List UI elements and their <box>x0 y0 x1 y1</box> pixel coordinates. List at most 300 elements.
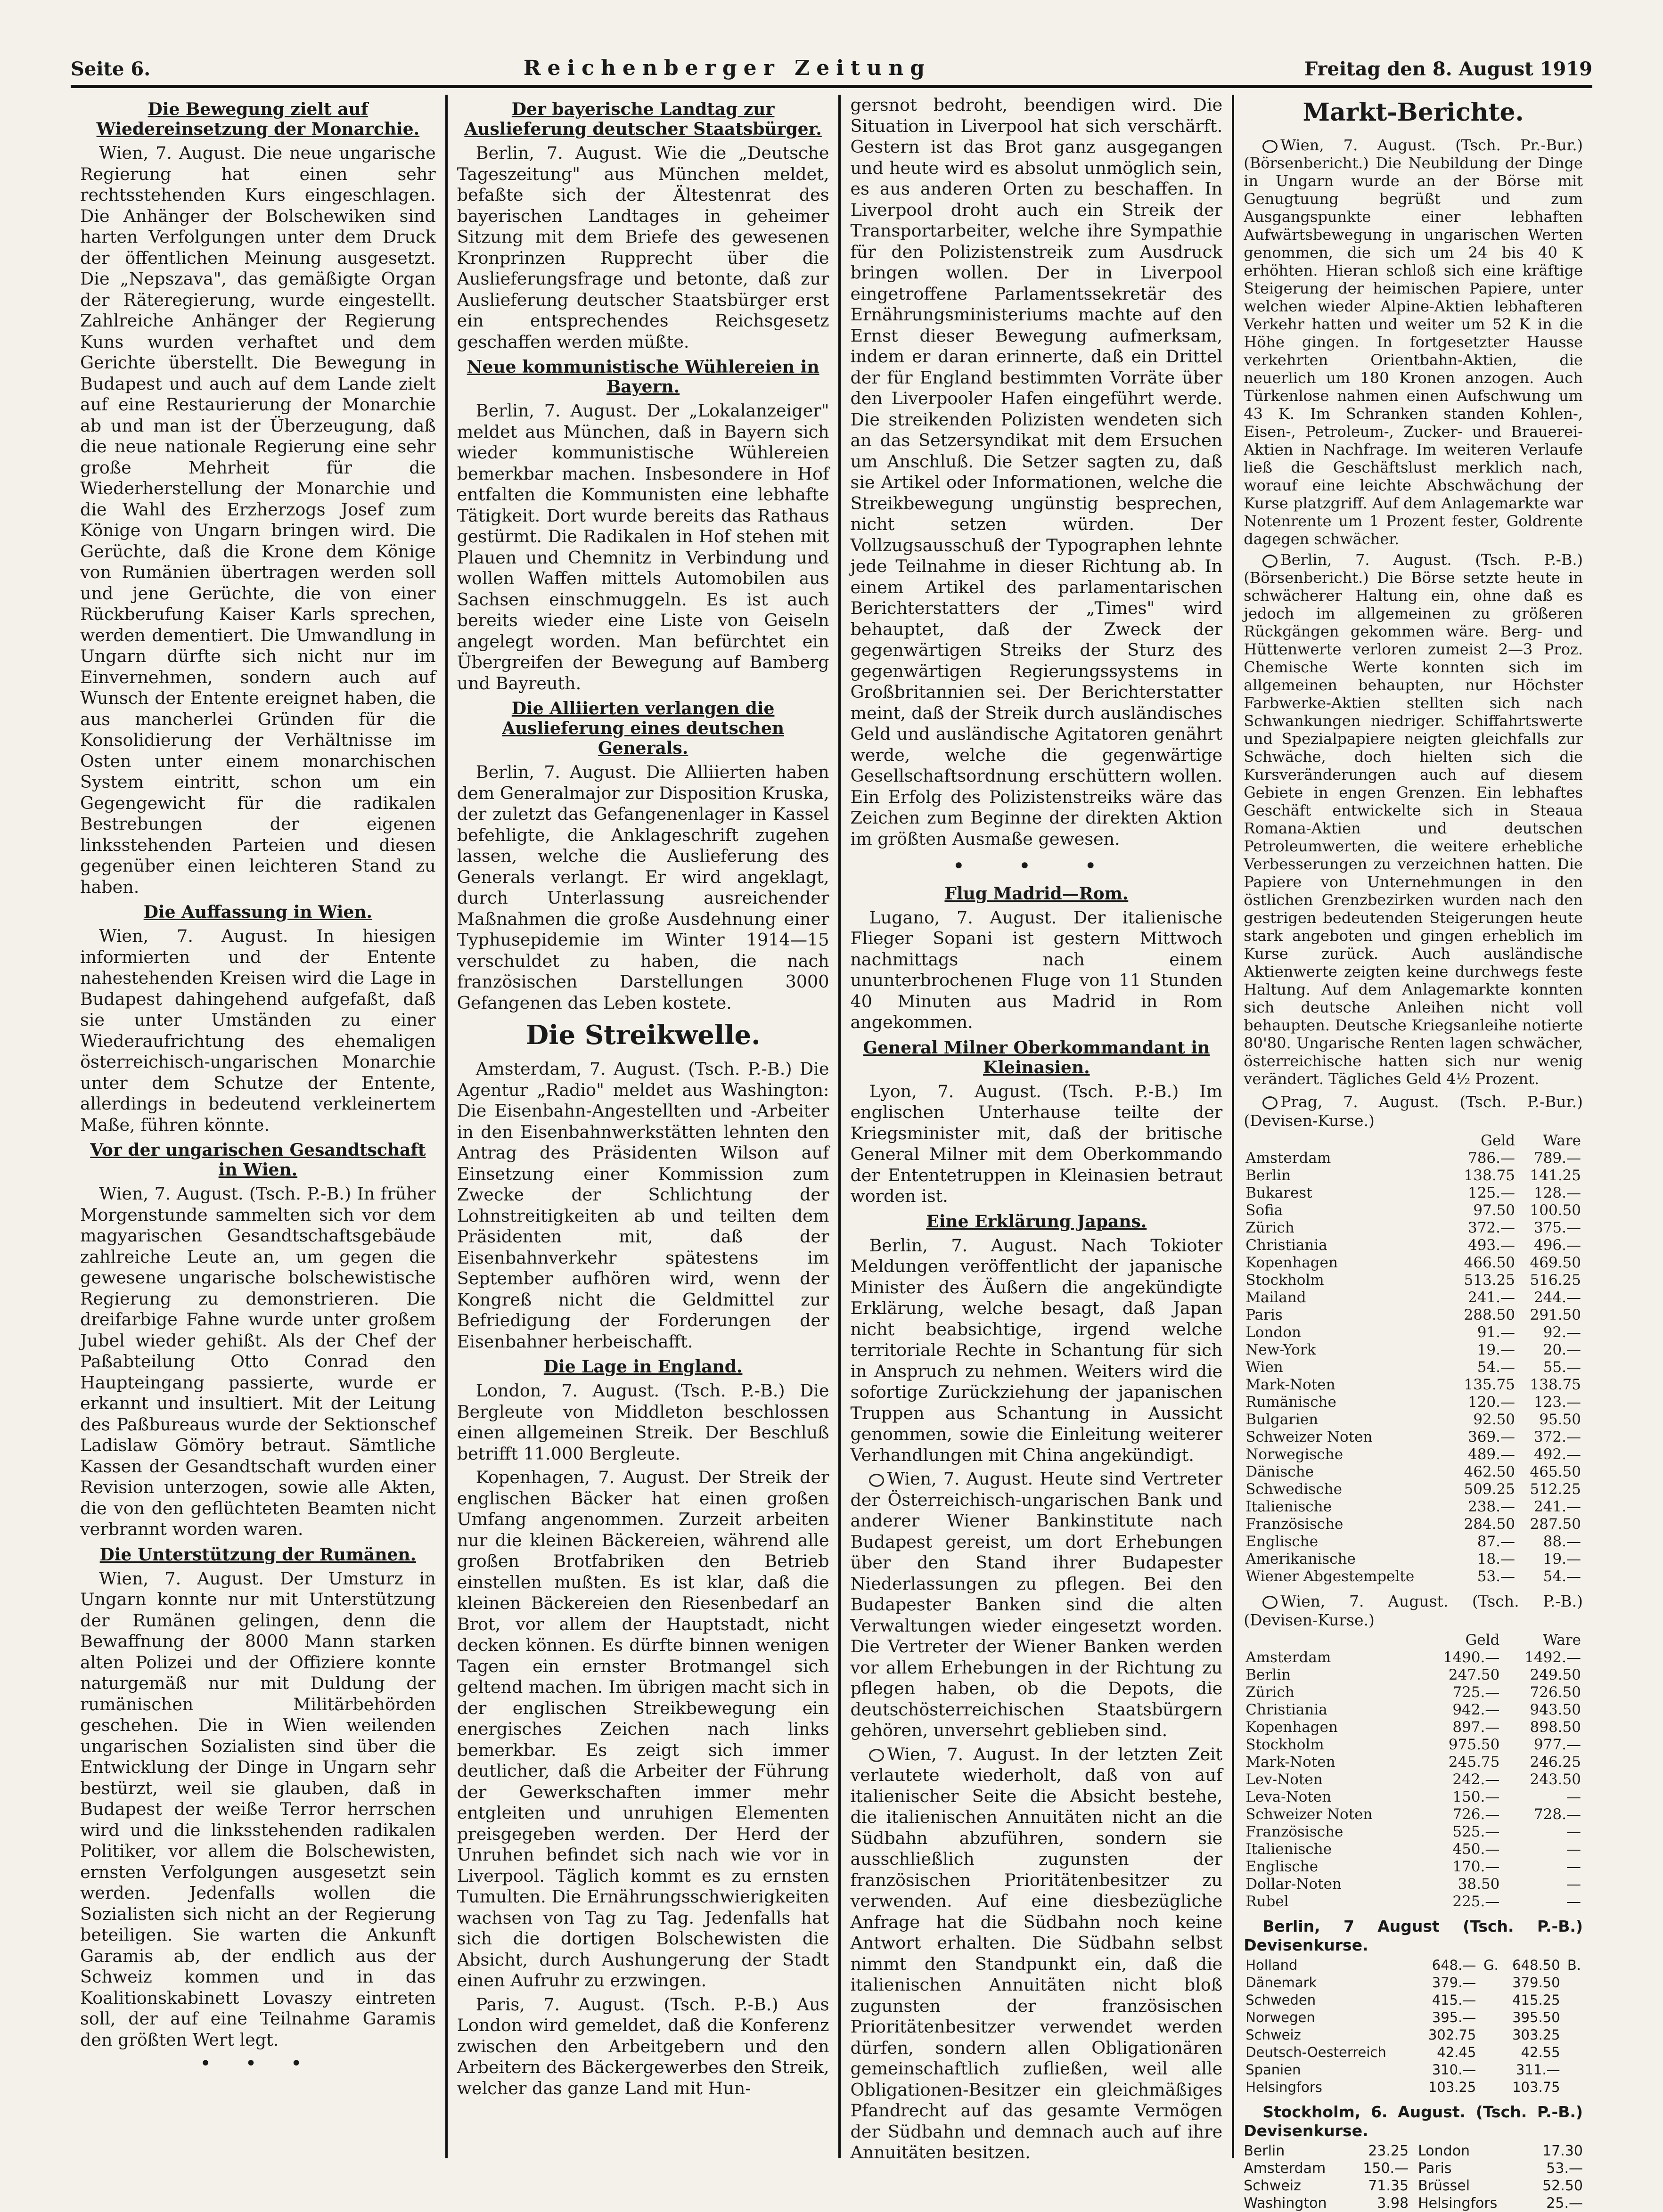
rate-value: 369.— <box>1467 1428 1515 1445</box>
rate-value: 942.— <box>1452 1701 1500 1718</box>
rates-col-ware: Ware <box>1543 1132 1581 1149</box>
rate-value: 55.— <box>1543 1359 1581 1376</box>
rate-value: 415.25 <box>1512 1992 1560 2008</box>
rate-currency: Brüssel <box>1418 2178 1470 2194</box>
rate-value: 648.50 <box>1512 1957 1560 1973</box>
rate-row <box>1244 2142 1409 2160</box>
rate-value: 303.25 <box>1512 2027 1560 2043</box>
rate-currency: Lev-Noten <box>1245 1771 1323 1788</box>
article-text: Berlin, 7. August. Der „Lokalanzeiger" meldet aus München, daß in Bayern sich wieder kommunistische Wühlereien bemerkbar machen. Insbesondere in Hof entfalten die Kommunisten eine lebhafte Tätigkeit. Dort wurde bereits das Rathaus gestürmt. Die Radikalen in Hof stehen mit Plauen und Chemnitz in Verbindung und wollen Waffen mittels Automobilen aus Sachsen einschmuggeln. Es ist auch bereits wieder eine Liste von Geiseln angelegt worden. Man befürchtet ein Übergreifen der Bewegung auf Bamberg und Bayreuth. <box>457 400 829 694</box>
rate-row <box>1244 1219 1583 1237</box>
article-text: gersnot bedroht, beendigen wird. Die Situation in Liverpool hat sich verschärft. Gestern ist das Brot ganz ausgegangen und heute wird es absolut unmöglich sein, es aus anderen Orten zu beschaffen. In Liverpool droht auch ein Streik der Transportarbeiter, welche ihre Sympathie für den Polizistenstreik zum Ausdruck bringen wollen. Der in Liverpool eingetroffene Parlamentssekretär des Ernährungsministeriums machte auf den Ernst dieser Bewegung aufmerksam, indem er daran erinnerte, daß ein Drittel der für England bestimmten Vorräte über den Liverpooler Hafen eingeführt werde. Die streikenden Polizisten wendeten sich an das Setzersyndikat mit dem Ersuchen um Anschluß. Die Setzer sagten zu, daß sie Artikel oder Informationen, welche die Streikbewegung ungünstig besprechen, nicht setzen würden. Der Vollzugsausschuß der Typographen lehnte jede Teilnahme in dieser Richtung ab. In einem Artikel des parlamentarischen Berichterstatters der „Times" wird behauptet, daß der Zweck der gegenwärtigen Streiks der Sturz des gegenwärtigen Regierungssystems in Großbritannien sei. Der Berichterstatter meint, daß der Streik durch ausländisches Geld und ausländische Agitatoren genährt werde, welche die gegenwärtige Gesellschaftsordnung erschüttern wollen. Ein Erfolg des Polizistenstreiks wäre das Zeichen zum Beginne der direkten Aktion im größten Ausmaße gewesen. <box>850 95 1223 849</box>
rate-value: 465.50 <box>1530 1463 1581 1480</box>
rate-currency: Französische <box>1245 1516 1344 1533</box>
rate-value: 243.50 <box>1530 1771 1581 1788</box>
rate-value: — <box>1566 1788 1581 1805</box>
article-text: Wien, 7. August. (Tsch. P.-B.) In früher Morgenstunde sammelten sich vor dem magyarischen Gesandtschaftsgebäude zahlreiche Leute an, um gegen die gewesene ungarische bolschewistische Regierung zu demonstrieren. Die dreifarbige Fahne wurde unter großem Jubel wieder gehißt. Als der Chef der Paßabteilung Otto Conrad den Haupteingang passierte, wurde er erkannt und insultiert. Mit der Leitung des Paßbureaus wurde der Sektionschef Ladislaw Gömöry betraut. Sämtliche Kassen der Gesandtschaft wurden einer Revision unterzogen, sowie alle Akten, die von den geflüchteten Beamten nicht verbrannt worden waren. <box>80 1184 436 1539</box>
rate-row <box>1244 1568 1583 1585</box>
rate-value: 469.50 <box>1530 1254 1581 1271</box>
rate-value: 726.50 <box>1530 1684 1581 1701</box>
article-text: Lugano, 7. August. Der italienische Flieger Sopani ist gestern Mittwoch nachmittags nach einem ununterbrochenen Fluge von 11 Stunden 40 Minuten aus Madrid in Rom angekommen. <box>850 907 1223 1032</box>
rate-value: 493.— <box>1467 1237 1515 1254</box>
rate-currency: Deutsch-Oesterreich <box>1245 2044 1386 2060</box>
rate-currency: Dollar-Noten <box>1245 1876 1342 1893</box>
rate-row <box>1244 1701 1583 1719</box>
rate-currency: Mark-Noten <box>1245 1754 1335 1771</box>
rate-currency: Wiener Abgestempelte <box>1245 1568 1415 1585</box>
article-text: Berlin, 7. August. Die Alliierten haben dem Generalmajor zur Disposition Kruska, der zuletzt das Gefangenenlager in Kassel befehligte, die Anklageschrift zugehen lassen, welche die Auslieferung des Generals verlangt. Er wird angeklagt, durch Unterlassung ausreichender Maßnahmen die große Ausdehnung einer Typhusepidemie im Winter 1914—15 verschuldet zu haben, die nach französischen Darstellungen 3000 Gefangenen das Leben kostete. <box>457 762 829 1013</box>
rate-value: 71.35 <box>1368 2178 1409 2194</box>
rate-row <box>1244 2177 1409 2195</box>
rate-value: G. <box>1483 1957 1499 1973</box>
rate-value: 512.25 <box>1530 1481 1581 1498</box>
rate-currency: Paris <box>1245 1306 1283 1323</box>
rate-value <box>1562 2079 1583 2096</box>
rate-currency: Berlin <box>1245 1666 1291 1683</box>
rate-value: 466.50 <box>1464 1254 1515 1271</box>
article-text: Berlin, 7. August. Wie die „Deutsche Tageszeitung" aus München meldet, befaßte sich der Ältestenrat des bayerischen Landtages in geheimer Sitzung mit dem Briefe des gewesenen Kronprinzen Rupprecht über die Auslieferungsfrage und betonte, daß zur Auslieferung deutscher Staatsbürger erst ein entsprechendes Reichsgesetz geschaffen werden müßte. <box>457 143 829 352</box>
rate-value: — <box>1566 1893 1581 1910</box>
rate-row <box>1244 1498 1583 1516</box>
rates-heading <box>1244 1093 1583 1130</box>
rate-currency: Italienische <box>1245 1841 1332 1858</box>
rate-value: 1492.— <box>1524 1649 1581 1666</box>
rate-row <box>1244 1237 1583 1254</box>
correspondent-mark-icon <box>1262 1596 1278 1609</box>
rate-value <box>1478 2026 1500 2044</box>
section-headline: Die Streikwelle. <box>525 1020 761 1051</box>
rate-value: 648.— <box>1432 1957 1476 1973</box>
rate-row <box>1244 1649 1583 1666</box>
rate-currency: Wien <box>1245 1359 1283 1376</box>
rate-value: 789.— <box>1533 1150 1581 1167</box>
masthead <box>71 42 1592 88</box>
rate-value: 88.— <box>1543 1533 1581 1550</box>
article-text: Wien, 7. August. In hiesigen informierten und der Entente nahestehenden Kreisen wird die Lage in Budapest dahingehend aufgefaßt, daß sie unter Umständen zu einer Wiederaufrichtung des ehemaligen österreichisch-ungarischen Monarchie unter dem Schutze der Entente, allerdings in bedeutend verkleinertem Maße, führen könnte. <box>80 926 436 1135</box>
article-text <box>850 1469 1222 1741</box>
rate-value: 53.— <box>1477 1568 1515 1585</box>
rate-value: 395.50 <box>1512 2009 1560 2025</box>
rate-currency: Helsingfors <box>1245 2079 1322 2095</box>
rate-currency: Englische <box>1245 1858 1319 1875</box>
rate-value: 975.50 <box>1448 1736 1500 1753</box>
rate-value <box>1562 2061 1583 2079</box>
rate-value <box>1478 2061 1500 2079</box>
rate-currency: Berlin <box>1245 1167 1291 1184</box>
rates-heading-text: Prag, 7. August. (Tsch. P.-Bur.) (Devisen-Kurse.) <box>1244 1093 1583 1130</box>
rate-row <box>1244 1341 1583 1359</box>
rate-value: 128.— <box>1533 1184 1581 1201</box>
rate-currency: Berlin <box>1244 2143 1285 2159</box>
rate-value: 284.50 <box>1464 1516 1515 1533</box>
rate-value: 288.50 <box>1464 1306 1515 1323</box>
rate-row <box>1244 1719 1583 1736</box>
rate-value: B. <box>1567 1957 1581 1973</box>
rate-row <box>1244 2061 1583 2079</box>
article-text: Amsterdam, 7. August. (Tsch. P.-B.) Die Agentur „Radio" meldet aus Washington: Die Eisenbahn-Angestellten und -Arbeiter in den Eisenbahnwerkstätten lehnten den Antrag des Präsidenten Wilson auf Einsetzung einer Kommission zum Zwecke der Schlichtung der Lohnstreitigkeiten ab und teilten dem Präsidenten mit, daß der Eisenbahnverkehr spätestens im September aufhören wird, wenn der Kongreß nicht die Geldmittel zur Befriedigung der Forderungen der Eisenbahner herbeischafft. <box>457 1059 829 1352</box>
headline: Vor der ungarischen Gesandtschaft in Wien. <box>90 1140 426 1180</box>
rate-row <box>1244 1771 1583 1788</box>
rate-currency: Christiania <box>1245 1701 1327 1718</box>
headline: Die Alliierten verlangen die Auslieferung eines deutschen Generals. <box>502 699 785 758</box>
rate-value: 25.— <box>1546 2195 1583 2212</box>
rate-value: 135.75 <box>1464 1376 1515 1393</box>
article-text: Lyon, 7. August. (Tsch. P.-B.) Im englischen Unterhause teilte der Kriegsminister mit, daß der britische General Milner mit dem Oberkommando der Ententetruppen in Kleinasien betraut worden ist. <box>850 1081 1223 1206</box>
rate-currency: Amsterdam <box>1244 2160 1326 2177</box>
rate-row <box>1244 1150 1583 1167</box>
rate-value: 728.— <box>1533 1806 1581 1823</box>
rate-value: 246.25 <box>1530 1754 1581 1771</box>
article-text <box>1244 551 1583 1088</box>
rate-row <box>1418 2142 1583 2160</box>
rate-value: 23.25 <box>1368 2143 1409 2159</box>
rate-currency: Mailand <box>1245 1289 1306 1306</box>
rate-value <box>1562 1974 1583 1992</box>
rate-value: 150.— <box>1363 2160 1409 2177</box>
rate-value: 516.25 <box>1530 1272 1581 1289</box>
rate-currency: Schwedische <box>1245 1481 1343 1498</box>
rate-value <box>1562 1992 1583 2009</box>
rates-grid-stockholm <box>1244 2142 1583 2212</box>
rate-row <box>1244 2195 1409 2212</box>
rate-currency: Bukarest <box>1245 1184 1312 1201</box>
rate-value: 150.— <box>1452 1788 1500 1805</box>
rate-currency: Kopenhagen <box>1245 1254 1338 1271</box>
rates-heading <box>1244 1592 1583 1630</box>
rate-row <box>1244 1754 1583 1771</box>
rate-row <box>1244 1306 1583 1324</box>
rate-currency: Italienische <box>1245 1498 1332 1515</box>
article-text <box>1244 136 1583 548</box>
correspondent-mark-icon <box>1262 555 1278 568</box>
rate-currency: Zürich <box>1245 1219 1294 1236</box>
rate-value: 415.— <box>1432 1992 1476 2008</box>
rate-value: 95.50 <box>1539 1411 1581 1428</box>
rate-value: 525.— <box>1452 1823 1500 1840</box>
rate-row <box>1244 1974 1583 1992</box>
rate-currency: London <box>1418 2143 1470 2159</box>
rate-row <box>1244 1481 1583 1498</box>
rate-value: 87.— <box>1477 1533 1515 1550</box>
rate-value: 19.— <box>1543 1551 1581 1567</box>
rate-value: 97.50 <box>1473 1202 1515 1219</box>
headline: Die Unterstützung der Rumänen. <box>99 1544 417 1565</box>
rate-row <box>1244 1858 1583 1876</box>
rates-table-wien <box>1244 1632 1583 1910</box>
correspondent-mark-icon <box>1262 140 1278 153</box>
rate-value: 898.50 <box>1530 1719 1581 1736</box>
columns <box>71 95 1592 2212</box>
rate-row <box>1244 1666 1583 1684</box>
rate-currency: Stockholm <box>1245 1736 1324 1753</box>
rate-row <box>1244 1411 1583 1428</box>
rate-value <box>1478 1974 1500 1992</box>
rate-currency: Stockholm <box>1245 1272 1324 1289</box>
headline: Die Auffassung in Wien. <box>143 902 373 922</box>
rate-value: 249.50 <box>1530 1666 1581 1683</box>
article-text <box>850 1744 1222 2163</box>
rate-value: 238.— <box>1467 1498 1515 1515</box>
rate-value: 977.— <box>1533 1736 1581 1753</box>
rate-currency: London <box>1245 1324 1301 1341</box>
rate-value: — <box>1566 1858 1581 1875</box>
rate-row <box>1244 1167 1583 1184</box>
correspondent-mark-icon <box>869 1749 884 1762</box>
paper-title: Reichenberger Zeitung <box>523 56 932 80</box>
rate-currency: Schweizer Noten <box>1245 1428 1373 1445</box>
rate-value: 1490.— <box>1443 1649 1500 1666</box>
rate-currency: Spanien <box>1245 2062 1301 2078</box>
rate-currency: Dänische <box>1245 1463 1314 1480</box>
rate-value: 489.— <box>1467 1446 1515 1463</box>
rate-row <box>1244 2079 1583 2096</box>
rate-row <box>1418 2177 1583 2195</box>
rates-body <box>1244 1649 1583 1910</box>
page-number: Seite 6. <box>71 58 151 80</box>
rate-value: 42.45 <box>1437 2044 1476 2060</box>
rate-value: — <box>1566 1876 1581 1893</box>
rate-row <box>1418 2195 1583 2212</box>
rate-currency: Kopenhagen <box>1245 1719 1338 1736</box>
rate-value <box>1478 2079 1500 2096</box>
rate-value: 241.— <box>1467 1289 1515 1306</box>
rate-row <box>1244 1551 1583 1568</box>
rate-value: 372.— <box>1533 1428 1581 1445</box>
rate-value <box>1562 2044 1583 2061</box>
rate-value: 311.— <box>1516 2062 1560 2078</box>
rate-currency: Sofia <box>1245 1202 1283 1219</box>
rate-row <box>1244 1806 1583 1823</box>
rate-row <box>1244 2009 1583 2026</box>
rates-table-berlin <box>1244 1957 1583 2096</box>
section-separator: • • • <box>952 854 1121 878</box>
column-3 <box>838 95 1232 2163</box>
rate-row <box>1244 1254 1583 1272</box>
rate-currency: Amerikanische <box>1245 1551 1356 1567</box>
rate-row <box>1418 2160 1583 2177</box>
section-headline: Markt-Berichte. <box>1303 98 1524 127</box>
issue-date: Freitag den 8. August 1919 <box>1304 58 1592 80</box>
rate-value: — <box>1566 1841 1581 1858</box>
rate-value: 103.25 <box>1428 2079 1476 2095</box>
rate-currency: Holland <box>1245 1957 1298 1973</box>
headline: Der bayerische Landtag zur Auslieferung deutscher Staatsbürger. <box>464 99 822 139</box>
rate-value: 242.— <box>1452 1771 1500 1788</box>
rate-value: 138.75 <box>1530 1376 1581 1393</box>
rate-value: 91.— <box>1477 1324 1515 1341</box>
article-body: Wien, 7. August. Heute sind Vertreter der Österreichisch-ungarischen Bank und anderer Wiener Bankinstitute nach Budapest gereist, um dort Erhebungen über den Stand ihrer Budapester Niederlassungen zu pflegen. Bei den Budapester Banken sind die alten Verwaltungen wieder eingesetzt worden. Die Vertreter der Wiener Banken werden vor allem Erhebungen in der Richtung zu pflegen haben, ob die Depots, die deutschösterreichischen Staatsbürgern gehören, unversehrt geblieben sind. <box>850 1469 1223 1740</box>
rate-currency: Mark-Noten <box>1245 1376 1335 1393</box>
section-separator: • • • <box>200 2053 316 2074</box>
rate-currency: Amsterdam <box>1245 1649 1331 1666</box>
rates-col-blank <box>1244 1132 1451 1150</box>
column-1 <box>71 95 445 2158</box>
rate-currency: Schweden <box>1245 1992 1316 2008</box>
rate-row <box>1244 1376 1583 1394</box>
rate-row <box>1244 1684 1583 1701</box>
rate-row <box>1244 1533 1583 1551</box>
rate-row <box>1244 1202 1583 1219</box>
headline: Die Bewegung zielt auf Wiedereinsetzung der Monarchie. <box>96 99 420 139</box>
rate-currency: Schweiz <box>1245 2027 1301 2043</box>
rate-currency: Norwegen <box>1245 2009 1315 2025</box>
rate-row <box>1244 2026 1583 2044</box>
rate-value: 53.— <box>1546 2160 1583 2177</box>
rate-value: 786.— <box>1467 1150 1515 1167</box>
article-text: Paris, 7. August. (Tsch. P.-B.) Aus London wird gemeldet, daß die Konferenz zwischen den Arbeitgebern und den Arbeitern des Bäckergewerbes den Streik, welcher das ganze Land mit Hun- <box>457 1994 829 2098</box>
rate-value: 244.— <box>1533 1289 1581 1306</box>
rate-row <box>1244 1272 1583 1289</box>
rate-value: 245.75 <box>1448 1754 1500 1771</box>
headline: Eine Erklärung Japans. <box>926 1211 1147 1232</box>
rate-value: 17.30 <box>1542 2143 1583 2159</box>
rate-value: 42.55 <box>1521 2044 1560 2060</box>
rate-value: 52.50 <box>1542 2178 1583 2194</box>
rates-heading: Stockholm, 6. August. (Tsch. P.-B.) Devisenkurse. <box>1244 2103 1583 2140</box>
rates-col-geld: Geld <box>1481 1132 1515 1149</box>
rate-currency: Amsterdam <box>1245 1150 1331 1167</box>
rates-col-ware: Ware <box>1543 1632 1581 1649</box>
rates-heading: Berlin, 7 August (Tsch. P.-B.) Devisenkurse. <box>1244 1917 1583 1954</box>
rate-row <box>1244 2160 1409 2177</box>
rate-currency: Zürich <box>1245 1684 1294 1701</box>
rates-body <box>1244 1150 1583 1585</box>
rate-value: 100.50 <box>1530 1202 1581 1219</box>
rate-currency: New-York <box>1245 1341 1316 1358</box>
rate-row <box>1244 1992 1583 2009</box>
rate-value: 125.— <box>1467 1184 1515 1201</box>
rate-currency: Norwegische <box>1245 1446 1344 1463</box>
rate-row <box>1244 1359 1583 1376</box>
rate-value: 92.50 <box>1473 1411 1515 1428</box>
rate-value: 141.25 <box>1530 1167 1581 1184</box>
rate-row <box>1244 1823 1583 1841</box>
rates-col-blank <box>1244 1632 1420 1649</box>
rate-value <box>1478 1992 1500 2009</box>
rate-row <box>1244 1428 1583 1446</box>
rate-value: 18.— <box>1477 1551 1515 1567</box>
rate-value: 513.25 <box>1464 1272 1515 1289</box>
rate-value: 509.25 <box>1464 1481 1515 1498</box>
rate-currency: Washington <box>1244 2195 1327 2212</box>
rate-row <box>1244 2044 1583 2061</box>
correspondent-mark-icon <box>869 1474 884 1487</box>
rate-row <box>1244 1289 1583 1306</box>
rate-row <box>1244 1736 1583 1754</box>
rates-heading-text: Wien, 7. August. (Tsch. P.-B.) (Devisen-Kurse.) <box>1244 1592 1583 1629</box>
rate-row <box>1244 1394 1583 1411</box>
rate-row <box>1244 1788 1583 1806</box>
rate-value <box>1562 2009 1583 2026</box>
rate-currency: Französische <box>1245 1823 1344 1840</box>
rate-value: 138.75 <box>1464 1167 1515 1184</box>
rate-currency: Schweizer Noten <box>1245 1806 1373 1823</box>
rate-value: 54.— <box>1543 1568 1581 1585</box>
rate-row <box>1244 1893 1583 1910</box>
column-2 <box>445 95 839 2158</box>
rate-value: 897.— <box>1452 1719 1500 1736</box>
article-body: Wien, 7. August. In der letzten Zeit verlautete wiederholt, daß von auf italienischer Seite die Absicht bestehe, die italienischen Annuitäten nicht an die Südbahn abzuführen, sondern sie ausschließlich zugunsten der französischen Prioritätenbesitzer zu verwenden. Auf eine diesbezügliche Anfrage hat die Südbahn noch keine Antwort erhalten. Die Südbahn selbst nimmt den Standpunkt ein, daß die italienischen Annuitäten nicht bloß zugunsten der französischen Prioritätenbesitzer verwendet werden dürfen, sondern allen Obligationären gemeinschaftlich zufließen, weil alle Obligationen-Besitzer ein gleichmäßiges Pfandrecht auf das gesamte Vermögen der Südbahn und demnach auch auf ihre Annuitäten besitzen. <box>850 1744 1223 2163</box>
rate-value: 375.— <box>1533 1219 1581 1236</box>
rate-value: 19.— <box>1477 1341 1515 1358</box>
rate-row <box>1244 1446 1583 1463</box>
rates-col-geld: Geld <box>1465 1632 1500 1649</box>
article-text: Wien, 7. August. Der Umsturz in Ungarn konnte nur mit Unterstützung der Rumänen gelingen, denn die Bewaffnung der 8000 Mann starken alten Polizei und der Offiziere konnte naturgemäß nur mit Duldung der rumänischen Militärbehörden geschehen. Die in Wien weilenden ungarischen Sozialisten sind über die Entwicklung der Dinge in Ungarn sehr bestürzt, weil sie glauben, daß in Budapest der weiße Terror herrschen wird und die linksstehenden radikalen Politiker, vor allem die Bolschewisten, ernsten Verfolgungen ausgesetzt sein werden. Jedenfalls wollen die Sozialisten sich nicht an der Regierung beteiligen. Sie warten die Ankunft Garamis ab, der endlich aus der Schweiz kommen und in das Koalitionskabinett Lovaszy eintreten soll, der auf eine Teilnahme Garamis den größten Wert legt. <box>80 1568 436 2050</box>
rate-value: 943.50 <box>1530 1701 1581 1718</box>
rate-currency: Bulgarien <box>1245 1411 1319 1428</box>
rate-value: 225.— <box>1452 1893 1500 1910</box>
rate-value: 726.— <box>1452 1806 1500 1823</box>
rate-currency: Paris <box>1418 2160 1452 2177</box>
rate-row <box>1244 1184 1583 1202</box>
rate-currency: Christiania <box>1245 1237 1327 1254</box>
rate-value: 170.— <box>1452 1858 1500 1875</box>
rate-value: 38.50 <box>1458 1876 1500 1893</box>
rate-value: 395.— <box>1432 2009 1476 2025</box>
headline: General Milner Oberkommandant in Kleinasien. <box>863 1037 1210 1077</box>
rate-value <box>1478 2009 1500 2026</box>
rate-row <box>1244 1516 1583 1533</box>
rate-currency: Rubel <box>1245 1893 1289 1910</box>
rate-value: 302.75 <box>1428 2027 1476 2043</box>
rate-value: — <box>1566 1823 1581 1840</box>
article-text: Wien, 7. August. Die neue ungarische Regierung hat einen sehr rechtsstehenden Kurs eingeschlagen. Die Anhänger der Bolschewiken sind harten Verfolgungen unter dem Druck der öffentlichen Meinung ausgesetzt. Die „Nepszava", das gemäßigte Organ der Räteregierung, wurde eingestellt. Zahlreiche Anhänger der Regierung Kuns wurden verhaftet und dem Gerichte überstellt. Die Bewegung in Budapest und auch auf dem Lande zielt auf eine Restaurierung der Monarchie ab und man ist der Überzeugung, daß die neue nationale Regierung eine sehr große Mehrheit für die Wiederherstellung der Monarchie und die Wahl des Erzherzogs Josef zum Könige von Ungarn bringen wird. Die Gerüchte, daß die Krone dem Könige von Rumänien übertragen werden soll und jene Gerüchte, die von einer Rückberufung Kaiser Karls sprechen, werden dementiert. Die Umwandlung in Ungarn dürfte sich nicht nur im Einvernehmen, sondern auch auf Wunsch der Entente ereignet haben, die aus mancherlei Gründen für die Konsolidierung der Verhältnisse im Osten unter einem monarchischen System eintritt, schon um ein Gegengewicht für die radikalen Bestrebungen der eigenen linksstehenden Parteien und diesen gegenüber einen leichteren Stand zu haben. <box>80 143 436 897</box>
column-4 <box>1232 95 1592 2212</box>
rate-value: 492.— <box>1533 1446 1581 1463</box>
rates-body <box>1244 1957 1583 2096</box>
headline: Die Lage in England. <box>543 1357 743 1377</box>
rate-value: 372.— <box>1467 1219 1515 1236</box>
rate-value: 241.— <box>1533 1498 1581 1515</box>
rate-value: 450.— <box>1452 1841 1500 1858</box>
rate-currency: Helsingfors <box>1418 2195 1498 2212</box>
rate-currency: Leva-Noten <box>1245 1788 1332 1805</box>
rate-row <box>1244 1324 1583 1341</box>
rate-value: 3.98 <box>1377 2195 1409 2212</box>
article-text: Berlin, 7. August. Nach Tokioter Meldungen veröffentlicht der japanische Minister des Äußern die angekündigte Erklärung, welche besagt, daß Japan nicht beabsichtige, irgend welche territoriale Rechte in Schantung für sich in Anspruch zu nehmen. Weiters wird die sofortige Zurückziehung der japanischen Truppen aus Schantung in Aussicht genommen, sowie die Einleitung weiterer Verhandlungen mit China angekündigt. <box>850 1235 1223 1465</box>
rate-currency: Schweiz <box>1244 2178 1301 2194</box>
rate-row <box>1244 1876 1583 1893</box>
rate-value: 247.50 <box>1448 1666 1500 1683</box>
rate-value <box>1478 2044 1500 2061</box>
article-text: Kopenhagen, 7. August. Der Streik der englischen Bäcker hat einen großen Umfang angenommen. Zurzeit arbeiten nur die kleinen Bäckereien, während alle großen Brotfabriken den Betrieb einstellen mußten. Es ist klar, daß die kleinen Bäckereien den Riesenbedarf an Brot, vor allem der Hauptstadt, nicht decken können. Es dürfte binnen wenigen Tagen ein ernster Brotmangel sich geltend machen. Im übrigen macht sich in der englischen Streikbewegung ein energisches Zeichen nach links bemerkbar. Es zeigt sich immer deutlicher, daß die Arbeiter der Führung der Gewerkschaften immer mehr entgleiten und unruhigen Elementen preisgegeben werden. Der Herd der Unruhen befindet sich nach wie vor in Liverpool. Täglich kommt es zu ernsten Tumulten. Die Ernährungsschwierigkeiten wachsen von Tag zu Tag. Jedenfalls hat sich die dortigen Bolschewisten die Absicht, durch Aushungerung der Stadt einen Aufruhr zu erzwingen. <box>457 1467 829 1991</box>
rate-value: 291.50 <box>1530 1306 1581 1323</box>
headline: Flug Madrid—Rom. <box>944 883 1129 904</box>
rate-value: 54.— <box>1477 1359 1515 1376</box>
rate-currency: Englische <box>1245 1533 1319 1550</box>
rate-value: 496.— <box>1533 1237 1581 1254</box>
rate-value: 310.— <box>1432 2062 1476 2078</box>
rate-value: 725.— <box>1452 1684 1500 1701</box>
rate-currency: Dänemark <box>1245 1975 1317 1991</box>
rate-row <box>1244 1841 1583 1858</box>
rate-value <box>1562 2026 1583 2044</box>
rate-value: 379.50 <box>1512 1975 1560 1991</box>
correspondent-mark-icon <box>1262 1096 1278 1110</box>
rates-table-prag <box>1244 1132 1583 1585</box>
rate-value: 92.— <box>1543 1324 1581 1341</box>
rate-value: 20.— <box>1543 1341 1581 1358</box>
rate-value: 462.50 <box>1464 1463 1515 1480</box>
rate-value: 103.75 <box>1512 2079 1560 2095</box>
article-body: Berlin, 7. August. (Tsch. P.-B.) (Börsenbericht.) Die Börse setzte heute in schwächerer Haltung ein, ohne daß es jedoch im allgemeinen zu größeren Rückgängen gekommen wäre. Berg- und Hüttenwerte verloren zumeist 2—3 Proz. Chemische Werte konnten sich im allgemeinen behaupten, nur Höchster Farbwerke-Aktien stellten sich nach Schwankungen niedriger. Schiffahrtswerte und Spezialpapiere neigten gleichfalls zur Schwäche, doch hielten sich die Kursveränderungen auch auf diesem Gebiete in engen Grenzen. Ein lebhaftes Geschäft entwickelte sich in Steaua Romana-Aktien und deutschen Petroleumwerten, die weitere erhebliche Verbesserungen zu verzeichnen hatten. Die Papiere von Unternehmungen in den östlichen Grenzbezirken wurden nach den gestrigen bedeutenden Steigerungen heute stark angeboten und gingen erheblich im Kurse zurück. Auch ausländische Aktienwerte zeigten keine durchwegs feste Haltung. Auf dem Anlagemarkte konnten sich deutsche Anleihen nicht voll behaupten. Deutsche Kriegsanleihe notierte 80'80. Ungarische Renten lagen schwächer, österreichische hatten sich nur wenig verändert. Tägliches Geld 4½ Prozent. <box>1244 551 1583 1088</box>
rate-value: 120.— <box>1467 1394 1515 1411</box>
headline: Neue kommunistische Wühlereien in Bayern. <box>467 357 819 397</box>
rate-value: 287.50 <box>1530 1516 1581 1533</box>
article-body: Wien, 7. August. (Tsch. Pr.-Bur.) (Börsenbericht.) Die Neubildung der Dinge in Ungarn wurde an der Börse mit Genugtuung begrüßt und zum Ausgangspunkte einer lebhaften Aufwärtsbewegung in ungarischen Werten genommen, die sich um 24 bis 40 K erhöhten. Hieran schloß sich eine kräftige Steigerung der heimischen Papiere, unter welchen wieder Alpine-Aktien lebhafteren Verkehr hatten und weiter um 52 K in die Höhe gingen. In fortgesetzter Hausse verkehrten Orientbahn-Aktien, die neuerlich um 180 Kronen anzogen. Auch Türkenlose nahmen einen Aufschwung um 43 K. Im Schranken standen Kohlen-, Eisen-, Petroleum-, Zucker- und Brauerei-Aktien in Nachfrage. Im weiteren Verlaufe ließ die Geschäftslust merklich nach, worauf eine leichte Abschwächung der Kurse platzgriff. Auf dem Anlagemarkte war Notenrente um 1 Prozent fester, Goldrente dagegen schwächer. <box>1244 136 1583 548</box>
rate-currency: Rumänische <box>1245 1394 1336 1411</box>
rate-row <box>1244 1957 1583 1974</box>
